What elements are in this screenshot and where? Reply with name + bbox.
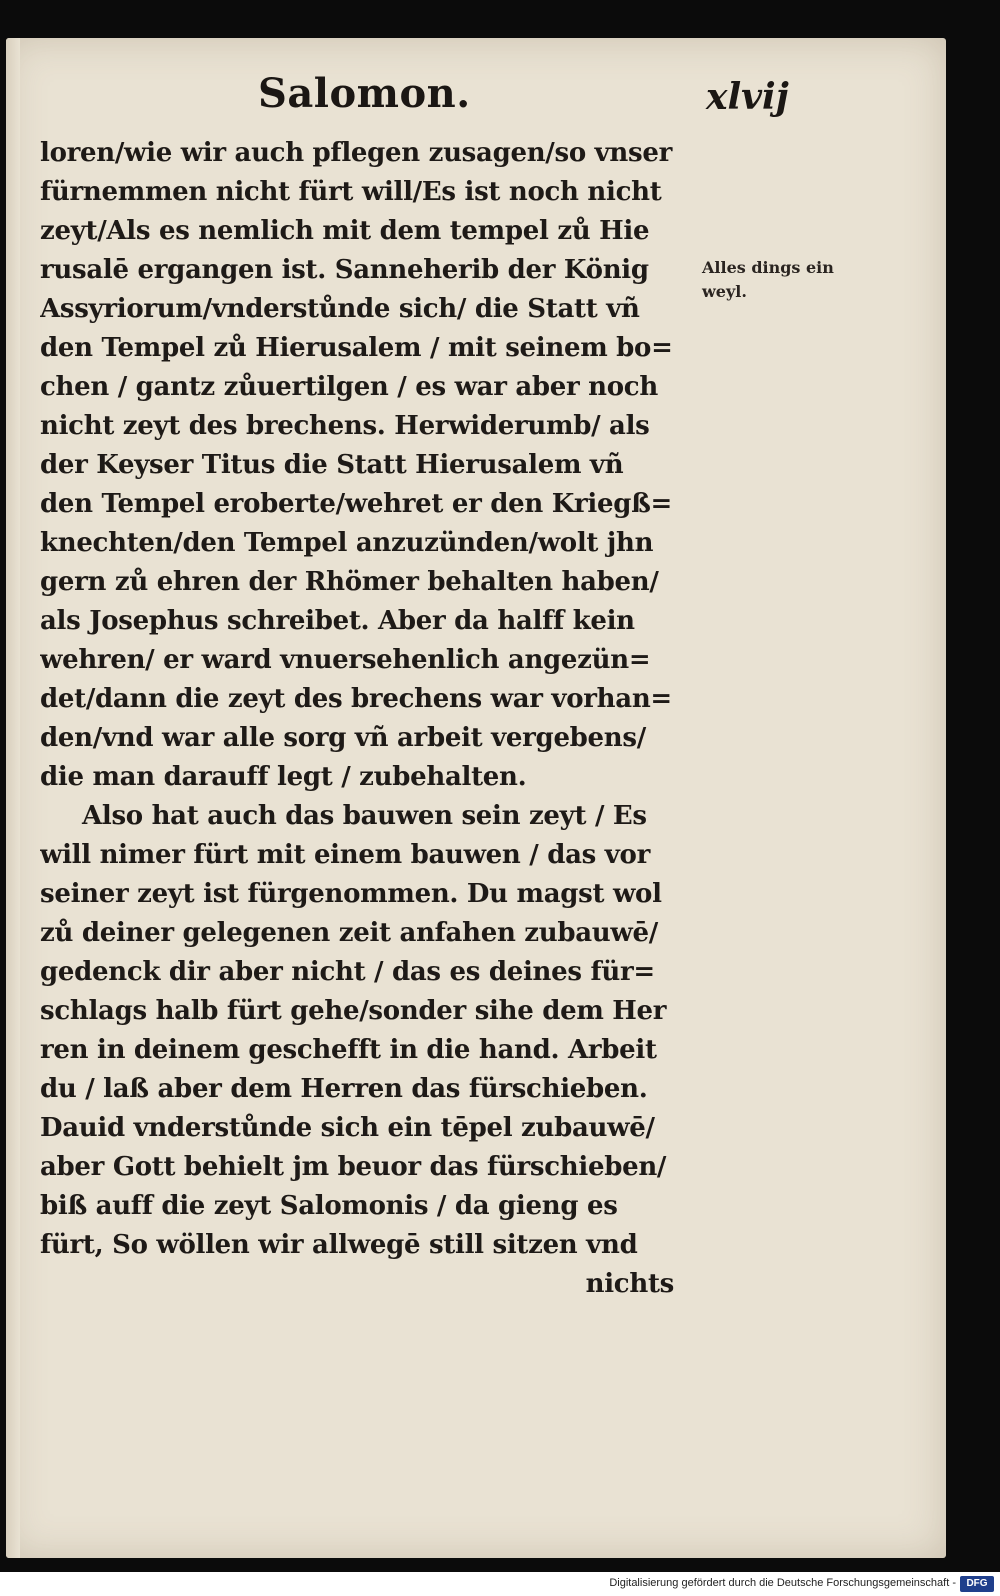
text-line: aber Gott behielt jm beuor das fürschieben/ [40, 1152, 667, 1182]
dfg-logo-badge: DFG [960, 1576, 994, 1592]
text-line: der Keyser Titus die Statt Hierusalem vñ [40, 450, 624, 480]
text-line: zeyt/Als es nemlich mit dem tempel zů Hie [40, 216, 650, 246]
text-line: det/dann die zeyt des brechens war vorhan= [40, 684, 672, 714]
text-line: schlags halb fürt gehe/sonder sihe dem Her [40, 996, 667, 1026]
text-line: biß auff die zeyt Salomonis / da gieng es [40, 1191, 618, 1221]
digitization-credit-bar [0, 1572, 1000, 1596]
text-line: du / laß aber dem Herren das fürschieben. [40, 1074, 648, 1104]
text-line: Dauid vnderstůnde sich ein tēpel zubauwē/ [40, 1113, 655, 1143]
text-line: den/vnd war alle sorg vñ arbeit vergebens/ [40, 723, 646, 753]
text-line: nicht zeyt des brechens. Herwiderumb/ als [40, 411, 650, 441]
running-head: Salomon. [258, 70, 471, 117]
catchword: nichts [585, 1269, 674, 1299]
text-line: chen / gantz zůuertilgen / es war aber noch [40, 372, 658, 402]
text-line: als Josephus schreibet. Aber da halff kein [40, 606, 635, 636]
marginal-note-line: weyl. [702, 282, 747, 301]
text-line: gern zů ehren der Rhömer behalten haben/ [40, 567, 659, 597]
page-gutter-edge [6, 38, 20, 1558]
text-line: gedenck dir aber nicht / das es deines für= [40, 957, 655, 987]
text-line: seiner zeyt ist fürgenommen. Du magst wol [40, 879, 662, 909]
text-line: den Tempel zů Hierusalem / mit seinem bo= [40, 333, 673, 363]
text-line: ren in deinem geschefft in die hand. Arbeit [40, 1035, 657, 1065]
text-line: knechten/den Tempel anzuzünden/wolt jhn [40, 528, 654, 558]
text-line: wehren/ er ward vnuersehenlich angezün= [40, 645, 651, 675]
text-line: den Tempel eroberte/wehret er den Kriegß= [40, 489, 673, 519]
body-text [40, 134, 690, 1304]
text-line: zů deiner gelegenen zeit anfahen zubauwē/ [40, 918, 658, 948]
text-line: will nimer fürt mit einem bauwen / das vor [40, 840, 650, 870]
text-line: fürnemmen nicht fürt will/Es ist noch nicht [40, 177, 662, 207]
text-line: rusalē ergangen ist. Sanneherib der König [40, 255, 649, 285]
text-line: die man darauff legt / zubehalten. [40, 762, 527, 792]
paragraph-start-line: Also hat auch das bauwen sein zeyt / Es [82, 801, 647, 831]
credit-text: Digitalisierung gefördert durch die Deutsche Forschungsgemeinschaft - [609, 1577, 956, 1589]
marginal-note-line: Alles dings ein [702, 258, 834, 277]
folio-number: xlvij [706, 76, 789, 118]
text-line: loren/wie wir auch pflegen zusagen/so vnser [40, 138, 673, 168]
text-line: Assyriorum/vnderstůnde sich/ die Statt vñ [40, 294, 640, 324]
marginal-note [702, 256, 872, 304]
text-line: fürt, So wöllen wir allwegē still sitzen vnd [40, 1230, 638, 1260]
